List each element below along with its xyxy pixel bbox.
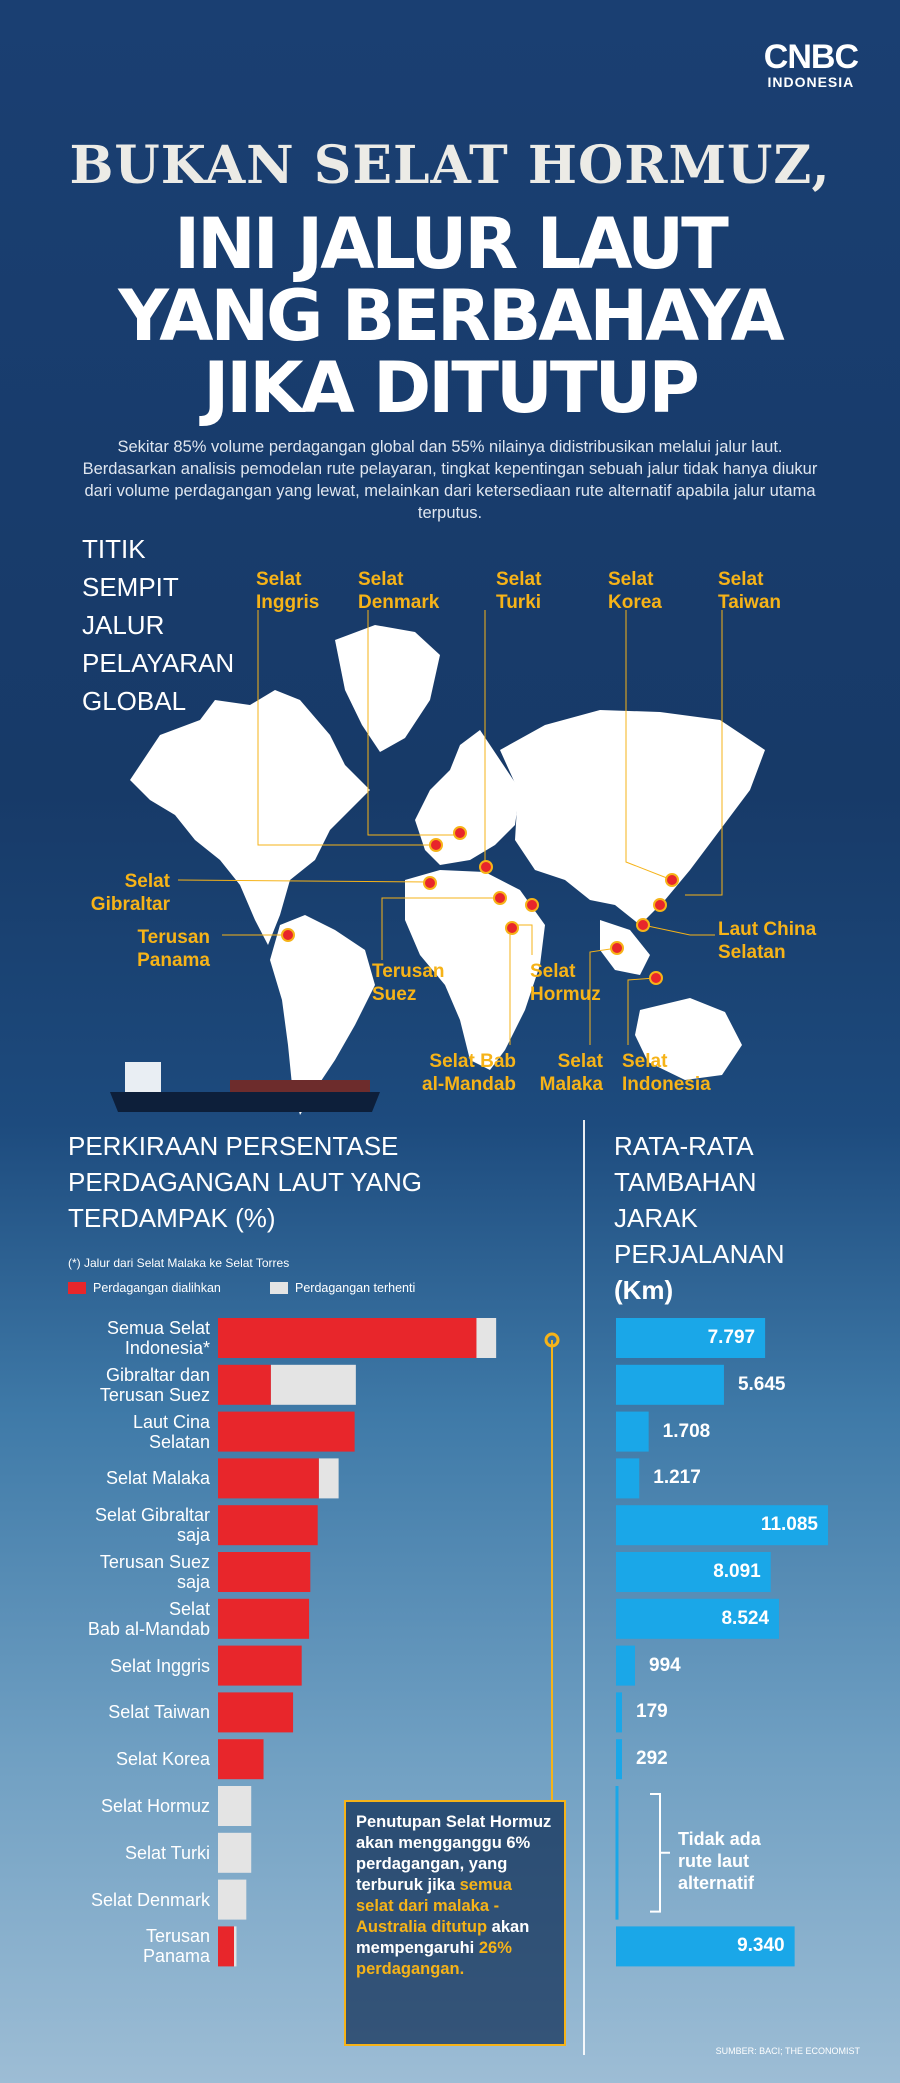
distance-value-label: 1.708 — [662, 1420, 711, 1442]
bar-halted — [218, 1833, 251, 1873]
map-label-malaka: Selat Malaka — [539, 1051, 603, 1095]
bar-diverted — [218, 1318, 476, 1358]
category-label: Selat Denmark — [90, 1889, 210, 1910]
category-label: Terusan Panama — [142, 1926, 210, 1967]
distance-value-label: 292 — [636, 1748, 668, 1770]
distance-value-label: 8.091 — [713, 1561, 761, 1582]
logo-line2: INDONESIA — [767, 74, 855, 90]
bar-diverted — [218, 1412, 355, 1452]
logo-line1: CNBC — [763, 38, 858, 76]
map-label-denmark: Selat Denmark — [358, 569, 440, 613]
legend-diverted: Perdagangan dialihkan — [68, 1281, 221, 1295]
bar-distance — [616, 1739, 622, 1779]
bar-distance — [616, 1365, 724, 1405]
category-label: Selat Gibraltar saja — [94, 1505, 210, 1546]
map-label-laut-china-selatan: Laut China Selatan — [718, 919, 817, 963]
bar-diverted — [218, 1552, 310, 1592]
bar-halted — [476, 1318, 496, 1358]
legend-halted: Perdagangan terhenti — [270, 1281, 415, 1295]
distance-value-label: 1.217 — [653, 1467, 701, 1489]
headline-line3: YANG BERBAHAYA — [118, 275, 782, 357]
category-label: Selat Inggris — [109, 1655, 210, 1676]
map-label-gibraltar: Selat Gibraltar — [90, 871, 170, 915]
category-label: Selat Korea — [115, 1749, 210, 1770]
right-chart-title: RATA-RATA TAMBAHAN JARAK PERJALANAN (Km) — [614, 1131, 785, 1305]
category-label: Laut Cina Selatan — [132, 1411, 210, 1452]
footnote: (*) Jalur dari Selat Malaka ke Selat Torres — [68, 1256, 290, 1270]
map-title-line: SEMPIT — [82, 572, 179, 602]
category-label: Selat Hormuz — [100, 1796, 210, 1816]
distance-value-label: 8.524 — [721, 1607, 770, 1629]
no-alternative-bracket — [650, 1794, 670, 1912]
map-title-line: PELAYARAN — [82, 648, 235, 678]
bar-diverted — [218, 1599, 309, 1639]
headline-line4: JIKA DITUTUP — [203, 347, 697, 429]
bar-halted — [234, 1926, 236, 1966]
category-label: Selat Bab al-Mandab — [87, 1598, 210, 1639]
distance-value-label: 994 — [649, 1654, 681, 1676]
map-label-korea: Selat Korea — [608, 569, 662, 613]
map-title-line: JALUR — [82, 610, 165, 640]
distance-value-label: 9.340 — [737, 1935, 785, 1957]
no-alternative-label: Tidak ada rute laut alternatif — [678, 1829, 761, 1893]
distance-value-label: 7.797 — [707, 1327, 756, 1348]
bar-distance — [616, 1692, 622, 1732]
bar-distance — [616, 1458, 639, 1498]
headline-line2: INI JALUR LAUT — [174, 203, 726, 285]
callout-box: Penutupan Selat Hormuz akan mengganggu 6% perdagangan, yang terburuk jika semua selat dari malaka - Australia ditutup akan mempengaruhi 26% perdagangan. — [344, 1800, 566, 2046]
intro-paragraph: Sekitar 85% volume perdagangan global dan 55% nilainya didistribusikan melalui jalur laut. Berdasarkan analisis pemodelan rute pelayaran, tingkat kepentingan sebuah jalur tidak hanya diukur dari volume perdagangan yang lewat, melainkan dari ketersediaan rute alternatif apabila jalur utama terputus. — [82, 438, 818, 522]
bar-diverted — [218, 1739, 264, 1779]
category-label: Selat Taiwan — [108, 1702, 210, 1723]
bar-diverted — [218, 1505, 318, 1545]
map-label-panama: Terusan Panama — [137, 927, 210, 971]
category-label: Selat Turki — [124, 1842, 210, 1863]
bar-diverted — [218, 1646, 302, 1686]
bar-halted — [218, 1880, 246, 1920]
bar-diverted — [218, 1926, 234, 1966]
headline-line1: BUKAN SELAT HORMUZ, — [69, 135, 831, 196]
bar-diverted — [218, 1692, 293, 1732]
category-label: Gibraltar dan Terusan Suez — [99, 1364, 210, 1405]
map-label-hormuz: Selat Hormuz — [530, 961, 601, 1005]
distance-value-label: 5.645 — [737, 1373, 786, 1395]
map-label-suez: Terusan Suez — [372, 961, 445, 1005]
map-title-line: GLOBAL — [82, 686, 187, 716]
map-label-bab-al-mandab: Selat Bab al-Mandab — [422, 1051, 516, 1095]
bar-halted — [271, 1365, 356, 1405]
category-label: Semua Selat Indonesia* — [106, 1318, 210, 1358]
left-chart-title: PERKIRAAN PERSENTASE PERDAGANGAN LAUT YANG TERDAMPAK (%) — [68, 1131, 422, 1233]
map-label-indonesia: Selat Indonesia — [622, 1051, 711, 1095]
distance-value-label: 179 — [636, 1701, 668, 1723]
bar-diverted — [218, 1365, 271, 1405]
map-title-line: TITIK — [82, 534, 146, 564]
category-label: Terusan Suez saja — [99, 1552, 210, 1592]
source-note: SUMBER: BACI; THE ECONOMIST — [715, 2046, 860, 2056]
bar-halted — [319, 1458, 339, 1498]
bar-halted — [218, 1786, 251, 1826]
map-label-inggris: Selat Inggris — [256, 569, 320, 613]
distance-value-label: 11.085 — [760, 1514, 818, 1536]
bar-diverted — [218, 1458, 319, 1498]
category-label: Selat Malaka — [105, 1468, 210, 1489]
map-label-taiwan: Selat Taiwan — [718, 569, 781, 613]
map-label-turki: Selat Turki — [496, 569, 542, 613]
bar-distance — [616, 1646, 635, 1686]
bar-distance — [616, 1412, 649, 1452]
